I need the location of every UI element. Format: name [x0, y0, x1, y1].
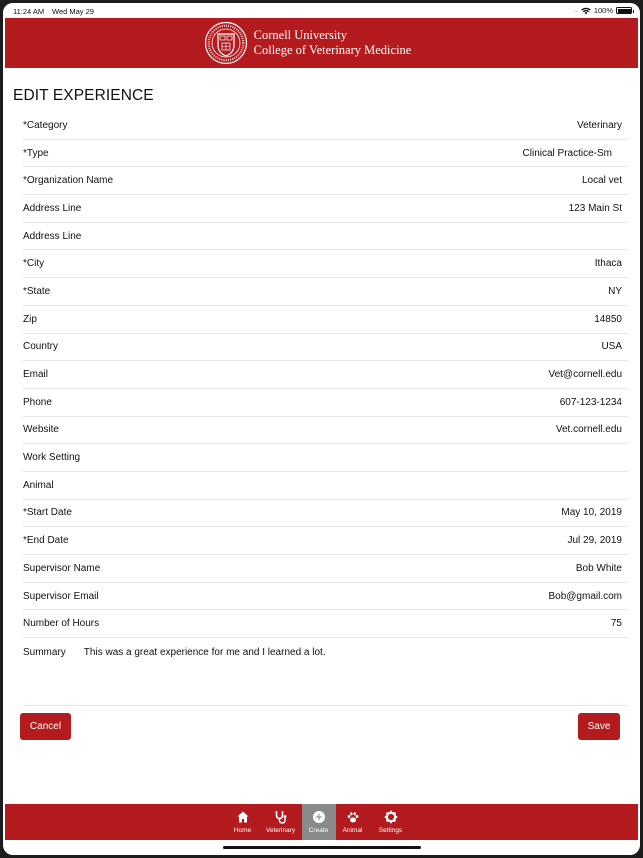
field-value[interactable]: Veterinary	[576, 119, 622, 131]
field-value[interactable]: 123 Main St	[568, 202, 622, 214]
field-label: Address Line	[23, 202, 82, 214]
field-label: *Category	[23, 119, 68, 131]
field-value[interactable]: May 10, 2019	[561, 507, 622, 519]
field-value[interactable]: Clinical Practice-Sm	[522, 147, 612, 159]
field-supervisor-name[interactable]	[23, 555, 628, 583]
gear-icon	[384, 810, 398, 824]
field-value[interactable]: USA	[601, 341, 622, 353]
status-bar	[3, 3, 640, 19]
summary-textarea[interactable]: This was a great experience for me and I learned a lot.	[83, 647, 326, 659]
bottom-tab-bar	[5, 804, 638, 840]
field-address-line-2[interactable]	[23, 223, 628, 251]
field-label: Website	[23, 424, 59, 436]
field-label: Number of Hours	[23, 618, 100, 630]
battery-icon	[616, 7, 632, 14]
field-value[interactable]: 14850	[594, 313, 622, 325]
experience-form	[23, 112, 628, 706]
tab-label: Create	[308, 827, 329, 834]
field-work-setting[interactable]	[23, 444, 628, 472]
save-button[interactable]: Save	[578, 713, 620, 740]
status-date: Wed May 29	[52, 7, 94, 16]
field-country[interactable]	[23, 334, 628, 362]
field-supervisor-email[interactable]	[23, 583, 628, 611]
field-value[interactable]: NY	[608, 285, 622, 297]
field-label: Email	[23, 369, 49, 381]
field-label: *Start Date	[23, 507, 72, 519]
field-label: *Type	[23, 147, 49, 159]
field-value[interactable]: 607-123-1234	[559, 396, 622, 408]
cellular-dots-icon: ....	[573, 7, 578, 14]
field-phone[interactable]	[23, 389, 628, 417]
field-value[interactable]: Vet.cornell.edu	[555, 424, 622, 436]
field-label: *City	[23, 258, 45, 270]
field-value[interactable]: Vet@cornell.edu	[548, 369, 622, 381]
field-label: Supervisor Email	[23, 590, 99, 602]
tab-label: Veterinary	[265, 827, 296, 834]
tab-label: Settings	[378, 827, 403, 834]
field-email[interactable]	[23, 361, 628, 389]
university-name: Cornell University	[253, 27, 348, 42]
tab-create[interactable]	[302, 804, 336, 840]
tab-label: Home	[233, 827, 252, 834]
field-value[interactable]: Ithaca	[594, 258, 622, 270]
field-label: Summary	[23, 647, 66, 659]
field-label: Animal	[23, 479, 54, 491]
field-category[interactable]	[23, 112, 628, 140]
field-animal[interactable]	[23, 472, 628, 500]
field-value[interactable]: Bob@gmail.com	[548, 590, 622, 602]
field-number-of-hours[interactable]	[23, 610, 628, 638]
field-label: Zip	[23, 313, 37, 325]
header-title	[254, 28, 412, 59]
field-state[interactable]	[23, 278, 628, 306]
tab-settings[interactable]	[370, 804, 412, 840]
field-value[interactable]: Jul 29, 2019	[567, 535, 622, 547]
field-summary[interactable]	[23, 638, 628, 706]
field-label: *Organization Name	[23, 175, 114, 187]
cancel-button[interactable]: Cancel	[20, 713, 71, 740]
field-label: *End Date	[23, 535, 69, 547]
battery-percent: 100%	[593, 6, 613, 15]
tab-label: Animal	[342, 827, 363, 834]
field-label: *State	[23, 285, 51, 297]
page-title: EDIT EXPERIENCE	[13, 87, 154, 104]
field-start-date[interactable]	[23, 500, 628, 528]
stethoscope-icon	[274, 810, 288, 824]
plus-circle-icon	[312, 810, 326, 824]
field-label: Address Line	[23, 230, 82, 242]
field-organization-name[interactable]	[23, 167, 628, 195]
college-name: College of Veterinary Medicine	[253, 43, 412, 57]
tab-animal[interactable]	[336, 804, 370, 840]
status-right	[573, 6, 632, 15]
tab-veterinary[interactable]	[260, 804, 302, 840]
field-label: Work Setting	[23, 452, 81, 464]
app-screen	[3, 3, 640, 855]
app-header	[5, 18, 638, 68]
home-icon	[236, 810, 250, 824]
field-value[interactable]: 75	[610, 618, 622, 630]
field-value[interactable]: Local vet	[581, 175, 622, 187]
field-zip[interactable]	[23, 306, 628, 334]
field-label: Supervisor Name	[23, 562, 101, 574]
cornell-seal-icon	[204, 21, 248, 65]
field-label: Phone	[23, 396, 52, 408]
paw-icon	[346, 810, 360, 824]
field-label: Country	[23, 341, 59, 353]
field-address-line-1[interactable]	[23, 195, 628, 223]
field-type[interactable]	[23, 140, 628, 168]
status-time: 11:24 AM	[13, 7, 45, 16]
home-indicator	[223, 846, 421, 849]
field-value[interactable]: Bob White	[575, 562, 622, 574]
field-website[interactable]	[23, 417, 628, 445]
wifi-icon	[581, 7, 591, 15]
field-end-date[interactable]	[23, 527, 628, 555]
tab-home[interactable]	[226, 804, 260, 840]
field-city[interactable]	[23, 250, 628, 278]
